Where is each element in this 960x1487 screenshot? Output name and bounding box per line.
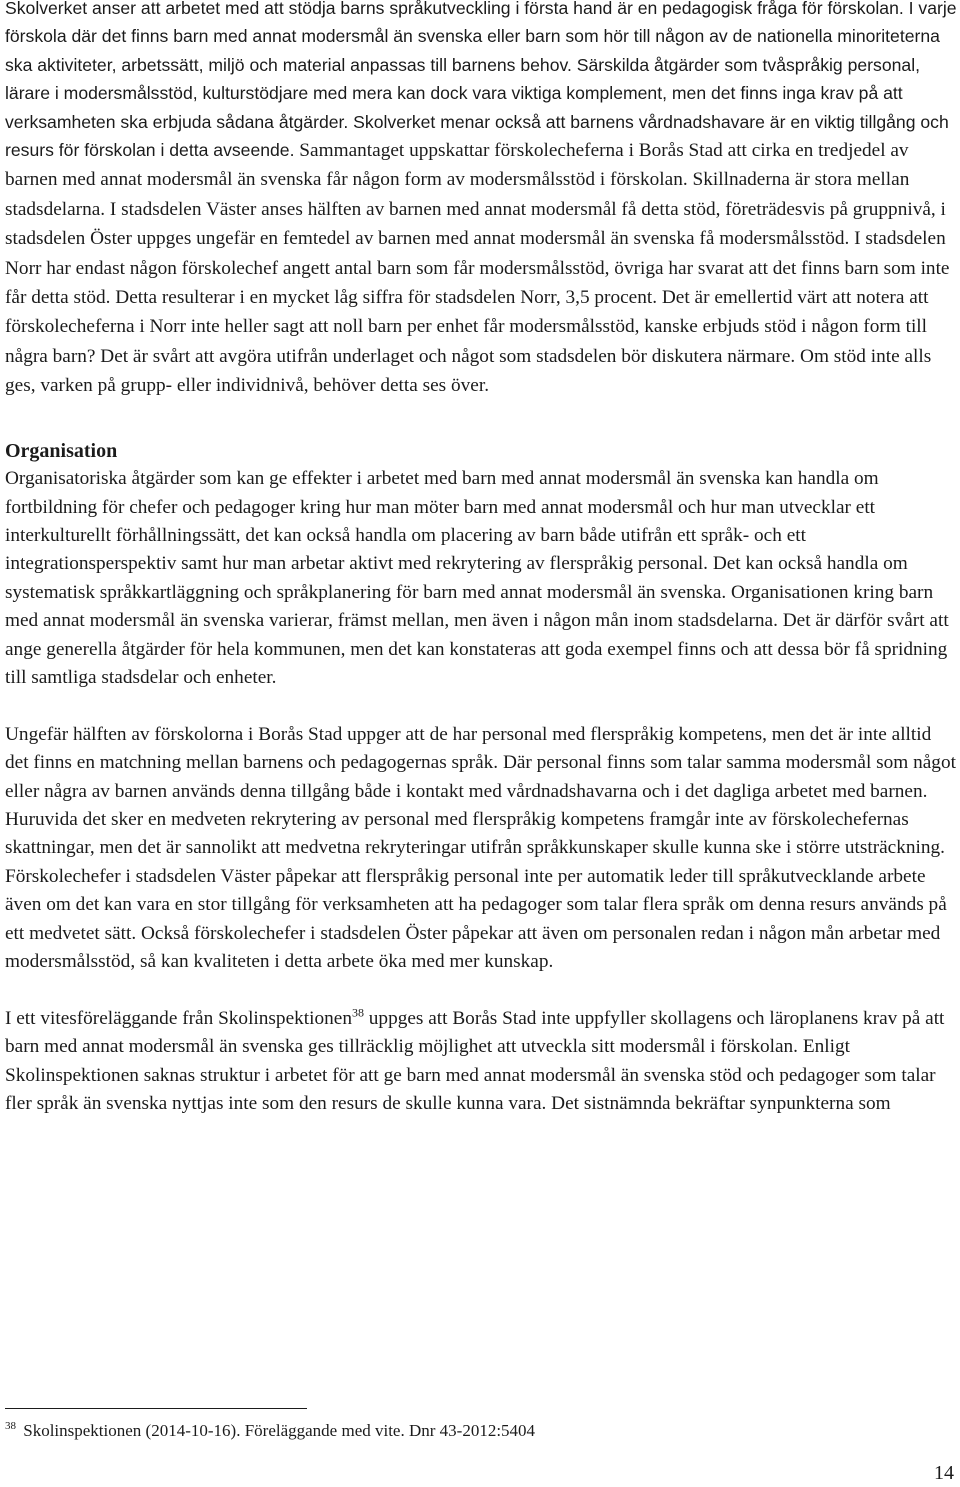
paragraph-flersprakig-personal: Ungefär hälften av förskolorna i Borås Stad uppger att de har personal med flerspråkig kompetens, men det är inte alltid det finns en matchning mellan barnens och pedagogernas språk. Där personal finns som talar samma modersmål som något eller några av barnen används denna tillgång både i kontakt med vårdnadshavarna och i det dagliga arbetet med barnen. Huruvida det sker en medveten rekrytering av personal med flerspråkig kompetens framgår inte av förskolechefernas skattningar, men det är sannolikt att medvetna rekryteringar utifrån språkkunskaper skulle kunna ske i större utsträckning. Förskolechefer i stadsdelen Väster påpekar att flerspråkig personal inte per automatik leder till språkutvecklande arbete även om det kan vara en stor tillgång för verksamheten att ha pedagoger som talar flera språk om denna resurs används på ett medvetet sätt. Också förskolechefer i stadsdelen Öster påpekar att även om personalen redan i någon mån arbetar med modersmålsstöd, så kan kvaliteten i detta arbete öka med mer kunskap. [5,723,956,972]
paragraph-vitesforelaggande-start: I ett vitesföreläggande från Skolinspektionen [5,1007,352,1029]
paragraph-skolverket-sans-part: Skolverket anser att arbetet med att stödja barns språkutveckling i första hand är en pedagogisk fråga för förskolan. I varje förskola där det finns barn med annat modersmål än svenska eller barn som hör till någon av de nationella minoriteterna ska aktiviteter, arbetssätt, miljö och material anpassas till barnens behov. Särskilda åtgärder som tvåspråkig personal, lärare i modersmålsstöd, kulturstödjare med mera kan dock vara viktiga komplement, men det finns inga krav på att verksamheten ska erbjuda sådana åtgärder. Skolverket menar också att barnens vårdnadshavare är en viktig tillgång och resurs för förskolan i detta avseende. [5,0,957,161]
footnote-reference[interactable]: 38 [351,1005,364,1020]
paragraph-skolverket-serif-part: Sammantaget uppskattar förskolecheferna i Borås Stad att cirka en tredjedel av barnen med annat modersmål än svenska får någon form av modersmålsstöd i förskolan. Skillnaderna är stora mellan stadsdelarna. I stadsdelen Väster anses hälften av barnen med annat modersmål få detta stöd, företrädesvis på gruppnivå, i stadsdelen Öster uppges ungefär en femtedel av barnen med annat modersmål än svenska få modersmålsstöd. I stadsdelen Norr har endast någon förskolechef angett antal barn som får modersmålsstöd, övriga har svarat att det finns barn som inte får detta stöd. Detta resulterar i en mycket låg siffra för stadsdelen Norr, 3,5 procent. Det är emellertid värt att notera att förskolecheferna i Norr inte heller sagt att noll barn per enhet får modersmålsstöd, kanske erbjuds stöd i någon form till några barn? Det är svårt att avgöra utifrån underlaget och något som stadsdelen bör diskutera närmare. Om stöd inte alls ges, varken på grupp- eller individnivå, behöver detta ses över. [5,140,950,397]
paragraph-vitesforelaggande [5,1005,957,1119]
paragraph-gap [5,976,957,1004]
footnote [5,1420,535,1442]
footnote-number: 38 [5,1420,16,1433]
paragraph-skolverket [5,0,957,401]
paragraph-gap [5,692,957,720]
document-page [5,0,957,1118]
paragraph-vitesforelaggande-end: uppges att Borås Stad inte uppfyller skollagens och läroplanens krav på att barn med annat modersmål än svenska ges tillräcklig möjlighet att utveckla sitt modersmål i förskolan. Enligt Skolinspektionen saknas struktur i arbetet för att ge barn med annat modersmål än svenska stöd och pedagoger som talar fler språk än svenska nyttjas inte som den resurs de skulle kunna vara. Det sistnämnda bekräftar synpunkterna som [5,1007,945,1114]
paragraph-organisatoriska: Organisatoriska åtgärder som kan ge effekter i arbetet med barn med annat modersmål än svenska kan handla om fortbildning för chefer och pedagoger kring hur man möter barn med annat modersmål och hur man utvecklar ett interkulturellt förhållningssätt, det kan också handla om placering av barn både utifrån ett språk- och ett integrationsperspektiv samt hur man arbetar aktivt med rekrytering av flerspråkig personal. Det kan också handla om systematisk språkkartläggning och språkplanering för barn med annat modersmål än svenska. Organisationen kring barn med annat modersmål än svenska varierar, främst mellan, men även i någon mån inom stadsdelarna. Det är därför svårt att ange generella åtgärder för hela kommunen, men det kan konstateras att goda exempel finns och att dessa bör få spridning till samtliga stadsdelar och enheter. [5,468,949,688]
page-number: 14 [934,1462,954,1484]
footnote-text: Skolinspektionen (2014-10-16). Föreläggande med vite. Dnr 43-2012:5404 [19,1421,536,1440]
section-heading-organisation: Organisation [5,439,118,462]
footnote-divider [5,1408,307,1409]
